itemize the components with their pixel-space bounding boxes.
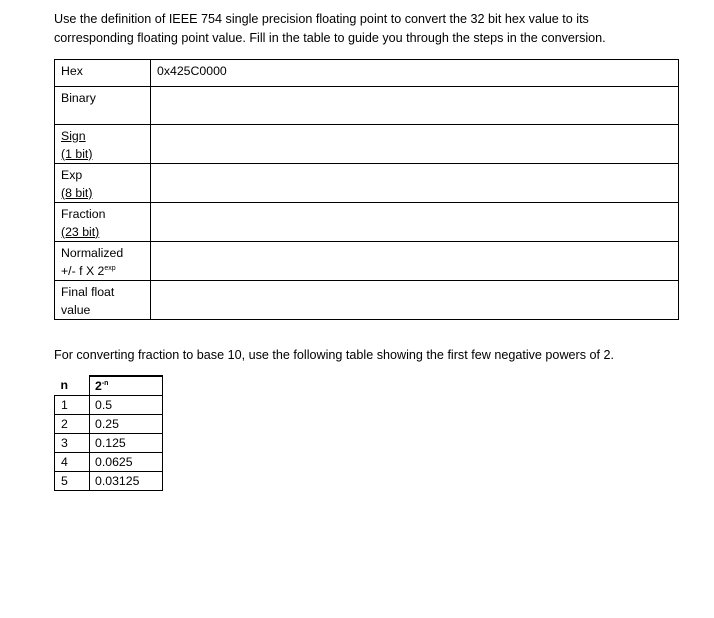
power-value: 0.5: [90, 396, 163, 415]
table-row-final-float: [55, 281, 679, 320]
power-value: 0.03125: [90, 472, 163, 491]
table-row: [55, 434, 163, 453]
power-value: 0.125: [90, 434, 163, 453]
value-final-float[interactable]: [151, 281, 679, 320]
table-row: [55, 396, 163, 415]
power-n: 2: [55, 415, 90, 434]
label-sign: Sign (1 bit): [55, 125, 151, 164]
power-n: 3: [55, 434, 90, 453]
value-sign[interactable]: [151, 125, 679, 164]
value-binary[interactable]: [151, 87, 679, 125]
table-row-fraction: [55, 203, 679, 242]
label-hex: Hex: [55, 60, 151, 87]
label-final-float: Final float value: [55, 281, 151, 320]
powers-note: For converting fraction to base 10, use the following table showing the first few negative powers of 2.: [54, 348, 615, 362]
label-exp: Exp (8 bit): [55, 164, 151, 203]
header-power: $2^{-n}$: [90, 376, 163, 396]
power-value: 0.0625: [90, 453, 163, 472]
table-row-binary: [55, 87, 679, 125]
value-fraction[interactable]: [151, 203, 679, 242]
power-value: 0.25: [90, 415, 163, 434]
instructions-line-2: corresponding floating point value. Fill in the table to guide you through the steps in the conversion.: [54, 31, 606, 45]
label-fraction: Fraction (23 bit): [55, 203, 151, 242]
power-n: 4: [55, 453, 90, 472]
value-hex[interactable]: 0x425C0000: [151, 60, 679, 87]
table-row-normalized: [55, 242, 679, 281]
power-n: 1: [55, 396, 90, 415]
table-row: [55, 472, 163, 491]
instructions-line-1: Use the definition of IEEE 754 single precision floating point to convert the 32 bit hex value to its: [54, 12, 589, 26]
powers-table: [54, 375, 163, 491]
instructions: [54, 10, 694, 48]
value-exp[interactable]: [151, 164, 679, 203]
table-row: [55, 415, 163, 434]
power-n: 5: [55, 472, 90, 491]
conversion-table: [54, 59, 679, 320]
label-binary: Binary: [55, 87, 151, 125]
table-row-hex: [55, 60, 679, 87]
table-row: [55, 453, 163, 472]
table-row-exp: [55, 164, 679, 203]
header-n: n: [55, 376, 90, 396]
table-row-sign: [55, 125, 679, 164]
value-normalized[interactable]: [151, 242, 679, 281]
powers-header-row: [55, 376, 163, 396]
label-normalized: Normalized +/- f X $2^{exp}$: [55, 242, 151, 281]
